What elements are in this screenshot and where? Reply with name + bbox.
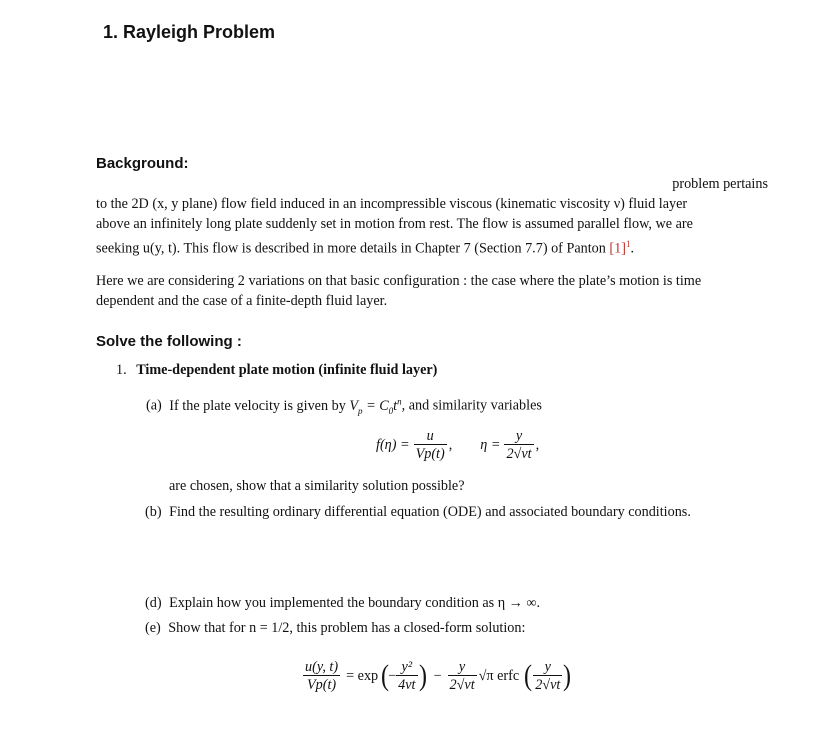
part-d (145, 595, 540, 612)
part-b (145, 504, 691, 521)
background-line-4 (96, 234, 768, 259)
part-b-text: Find the resulting ordinary differential equation (ODE) and associated boundary conditions. (169, 504, 691, 520)
part-a-text-prefix: If the plate velocity is given by (169, 397, 346, 414)
eq-e-lhs-fraction (303, 659, 340, 693)
item-1-number: 1. (116, 362, 127, 378)
eq-e-exp-fraction (396, 659, 417, 693)
part-a-label: (a) (146, 397, 162, 414)
eq-f-fraction (414, 428, 447, 462)
eq-f-lhs: f(η) = (376, 436, 410, 453)
eq-e-term2-fraction (448, 659, 477, 693)
eq-e-term2-denominator: 2√νt (449, 677, 475, 693)
part-a (146, 396, 542, 416)
part-e-label: (e) (145, 620, 161, 636)
eq-eta-fraction (504, 428, 533, 462)
footnote-mark: 1 (625, 239, 631, 249)
part-a-followup: are chosen, show that a similarity solution possible? (169, 478, 465, 494)
eq-e-equals-exp: = exp (346, 667, 379, 684)
background-line-1-text: problem pertains (672, 176, 768, 192)
part-e-text-prefix: Show that for n = 1/2, this problem has a closed-form solution: (168, 620, 526, 636)
part-a-equations: f(η) = $\frac{u}{Vp(t)}$ , η = $\frac{y}{2√\nu t}$ , (376, 428, 540, 462)
eq-eta-lhs: η = (480, 436, 501, 453)
background-para2-line-1: Here we are considering 2 variations on that basic configuration : the case where the plate’s motion is time (96, 273, 702, 289)
eq-f-denominator: Vp(t) (415, 446, 445, 462)
eq-e-erfc-numerator: y (544, 659, 551, 675)
item-1-title: Time-dependent plate motion (infinite fluid layer) (136, 362, 438, 378)
eq-e-lhs-numerator: u(y, t) (305, 659, 339, 675)
background-para2-line-2: dependent and the case of a finite-depth fluid layer. (96, 293, 388, 309)
part-a-text-suffix: , and similarity variables (401, 397, 542, 414)
part-e-equation: $\frac{u(y, t)}{Vp(t)}$ = exp ( − $\frac{\text{y²}}{4\nu t}$ ) − $\frac{y}{2√\nu t}$ √π erfc ( $\frac{y}{2√\nu t}$ ) (305, 659, 572, 693)
eq-e-erfc-denominator: 2√νt (535, 677, 561, 693)
eq-e-minus: − (433, 667, 442, 684)
part-d-label: (d) (145, 595, 162, 611)
eq-e-lhs-denominator: Vp(t) (303, 675, 340, 693)
eq-eta-denominator: 2√νt (506, 446, 532, 462)
background-line-1 (96, 174, 768, 194)
solve-heading: Solve the following : (96, 333, 242, 350)
eq-eta-numerator: y (515, 428, 523, 444)
eq-f-numerator: u (426, 428, 434, 444)
part-d-text: Explain how you implemented the boundary condition as η → ∞. (169, 595, 541, 611)
background-heading: Background: (96, 155, 189, 172)
background-line-4-prefix: seeking u(y, t). This flow is described in more details in Chapter 7 (Section 7.7) of Panton (96, 240, 606, 257)
eq-e-term2-numerator: y (458, 659, 466, 675)
item-1 (116, 362, 437, 379)
background-line-3: above an infinitely long plate suddenly set in motion from rest. The flow is assumed parallel flow, we are (96, 216, 693, 232)
page-title: 1. Rayleigh Problem (103, 22, 276, 42)
eq-e-sqrt-pi-erfc: √π erfc (478, 667, 520, 684)
eq-e-erfc-fraction (533, 659, 562, 693)
background-line-2: to the 2D (x, y plane) flow field induced in an incompressible viscous (kinematic viscosity ν) fluid layer (96, 196, 688, 212)
part-a-velocity-expr: $V_p = C_0t^n$ (349, 396, 402, 416)
eq-e-exp-numerator: y² (401, 659, 413, 675)
part-b-label: (b) (145, 504, 162, 520)
citation-link[interactable]: [1] (609, 240, 626, 257)
background-line-4-suffix: . (630, 240, 635, 257)
part-e (145, 620, 525, 637)
eq-e-exp-denominator: 4νt (398, 677, 416, 693)
